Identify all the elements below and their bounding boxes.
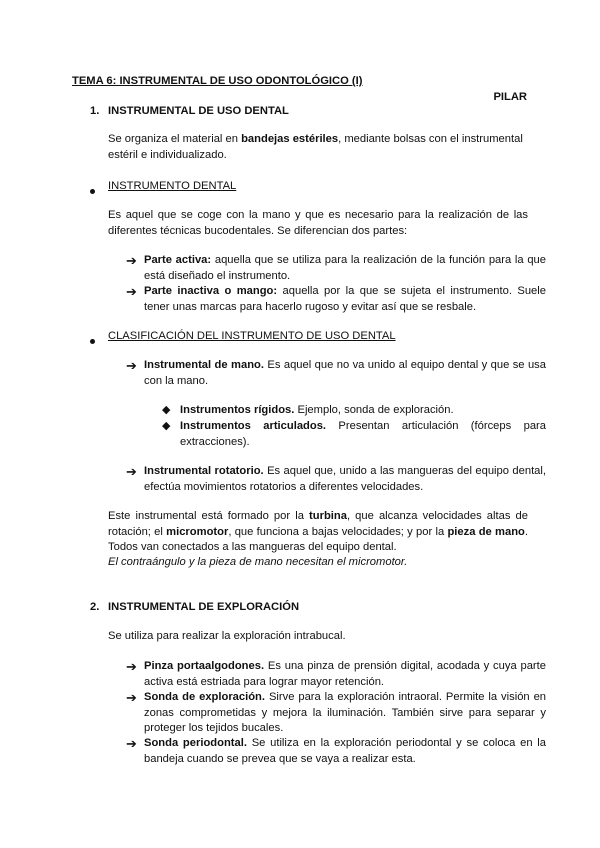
author-name: PILAR bbox=[493, 91, 527, 103]
item-bold: Sonda periodontal. bbox=[144, 737, 247, 749]
item-bold: Instrumental rotatorio. bbox=[144, 465, 264, 477]
section-1-number: 1. bbox=[90, 105, 100, 117]
document-title: TEMA 6: INSTRUMENTAL DE USO ODONTOLÓGICO (I) bbox=[72, 75, 363, 87]
para-text: , que alcanza velocidades altas de rotación; el bbox=[108, 510, 528, 538]
instrumento-dental-body: Es aquel que se coge con la mano y que es necesario para la realización de las diferentes técnicas bucodentales. Se diferencian dos partes: bbox=[108, 209, 528, 237]
intro-text-b: , mediante bolsas con el instrumental estéril e individualizado. bbox=[108, 133, 523, 161]
list-item bbox=[126, 284, 546, 315]
item-text: Es aquel que, unido a las mangueras del equipo dental, efectúa movimientos rotatorios a diferentes velocidades. bbox=[144, 465, 546, 493]
item-bold: Sonda de exploración. bbox=[144, 691, 266, 703]
item-text: aquella por la que se sujeta el instrumento. Suele tener unas marcas para hacerlo rugoso y evitar así que se resbale. bbox=[144, 285, 546, 313]
para-bold: micromotor bbox=[166, 525, 229, 538]
italic-note: El contraángulo y la pieza de mano necesitan el micromotor. bbox=[108, 556, 408, 568]
section-1-intro bbox=[108, 132, 528, 163]
item-text: Sirve para la exploración intraoral. Permite la visión en zonas comprometidas y mejora la iluminación. También sirve para separar y proteger los tejidos bucales. bbox=[144, 691, 547, 734]
arrow-right-icon: ➔ bbox=[126, 736, 137, 751]
bullet-dot-icon bbox=[90, 339, 95, 344]
diamond-bullet-icon: ◆ bbox=[162, 404, 171, 416]
section-2-title: INSTRUMENTAL DE EXPLORACIÓN bbox=[108, 601, 300, 613]
arrow-right-icon: ➔ bbox=[126, 284, 137, 299]
list-item bbox=[126, 736, 546, 767]
section-1-title: INSTRUMENTAL DE USO DENTAL bbox=[108, 105, 289, 117]
item-text: Se utiliza en la exploración periodontal y se coloca en la bandeja cuando se prevea que se vaya a realizar esta. bbox=[144, 737, 547, 765]
item-bold: Parte inactiva o mango: bbox=[144, 285, 278, 297]
list-item bbox=[126, 690, 546, 737]
intro-text-a: Se organiza el material en bbox=[108, 133, 242, 145]
diamond-bullet-icon: ◆ bbox=[162, 420, 171, 432]
item-bold: Pinza portaalgodones. bbox=[144, 660, 265, 672]
arrow-right-icon: ➔ bbox=[126, 253, 137, 268]
arrow-right-icon: ➔ bbox=[126, 690, 137, 705]
turbina-paragraph bbox=[108, 509, 528, 556]
arrow-right-icon: ➔ bbox=[126, 358, 137, 373]
instrumento-dental-heading: INSTRUMENTO DENTAL bbox=[108, 180, 237, 192]
sub-list-item bbox=[162, 419, 546, 450]
item-bold: Parte activa: bbox=[144, 254, 212, 266]
list-item bbox=[126, 358, 546, 389]
arrow-right-icon: ➔ bbox=[126, 464, 137, 479]
intro-bold: bandejas estériles bbox=[241, 133, 339, 145]
item-text: Presentan articulación (fórceps para extracciones). bbox=[180, 420, 546, 448]
item-text: Es una pinza de prensión digital, acodada y cuya parte activa está estriada para lograr mayor retención. bbox=[144, 660, 546, 688]
item-bold: Instrumentos articulados. bbox=[180, 420, 327, 432]
para-bold: pieza de mano bbox=[447, 525, 525, 538]
item-bold: Instrumentos rígidos. bbox=[180, 404, 295, 416]
item-text: Es aquel que no va unido al equipo dental y que se usa con la mano. bbox=[144, 359, 546, 387]
item-text: aquella que se utiliza para la realización de la función para la que está diseñado el instrumento. bbox=[144, 254, 546, 282]
clasificacion-heading: CLASIFICACIÓN DEL INSTRUMENTO DE USO DENTAL bbox=[108, 330, 396, 342]
section-2-heading bbox=[90, 600, 528, 616]
para-bold: turbina bbox=[309, 510, 347, 522]
list-item bbox=[126, 464, 546, 495]
para-text: . Todos van conectados a las mangueras del equipo dental. bbox=[108, 525, 528, 553]
bullet-dot-icon bbox=[90, 189, 95, 194]
item-bold: Instrumental de mano. bbox=[144, 359, 264, 371]
para-text: , que funciona a bajas velocidades; y por la bbox=[228, 525, 448, 538]
section-1-heading bbox=[90, 104, 528, 120]
para-text: Este instrumental está formado por la bbox=[108, 510, 310, 522]
list-item bbox=[126, 659, 546, 690]
item-text: Ejemplo, sonda de exploración. bbox=[294, 404, 454, 416]
list-item bbox=[126, 253, 546, 284]
section-2-intro: Se utiliza para realizar la exploración intrabucal. bbox=[108, 630, 346, 642]
bullet-clasificacion bbox=[90, 329, 548, 345]
sub-list-item bbox=[162, 403, 546, 419]
section-2-number: 2. bbox=[90, 601, 100, 613]
arrow-right-icon: ➔ bbox=[126, 659, 137, 674]
bullet-instrumento-dental bbox=[90, 179, 548, 195]
